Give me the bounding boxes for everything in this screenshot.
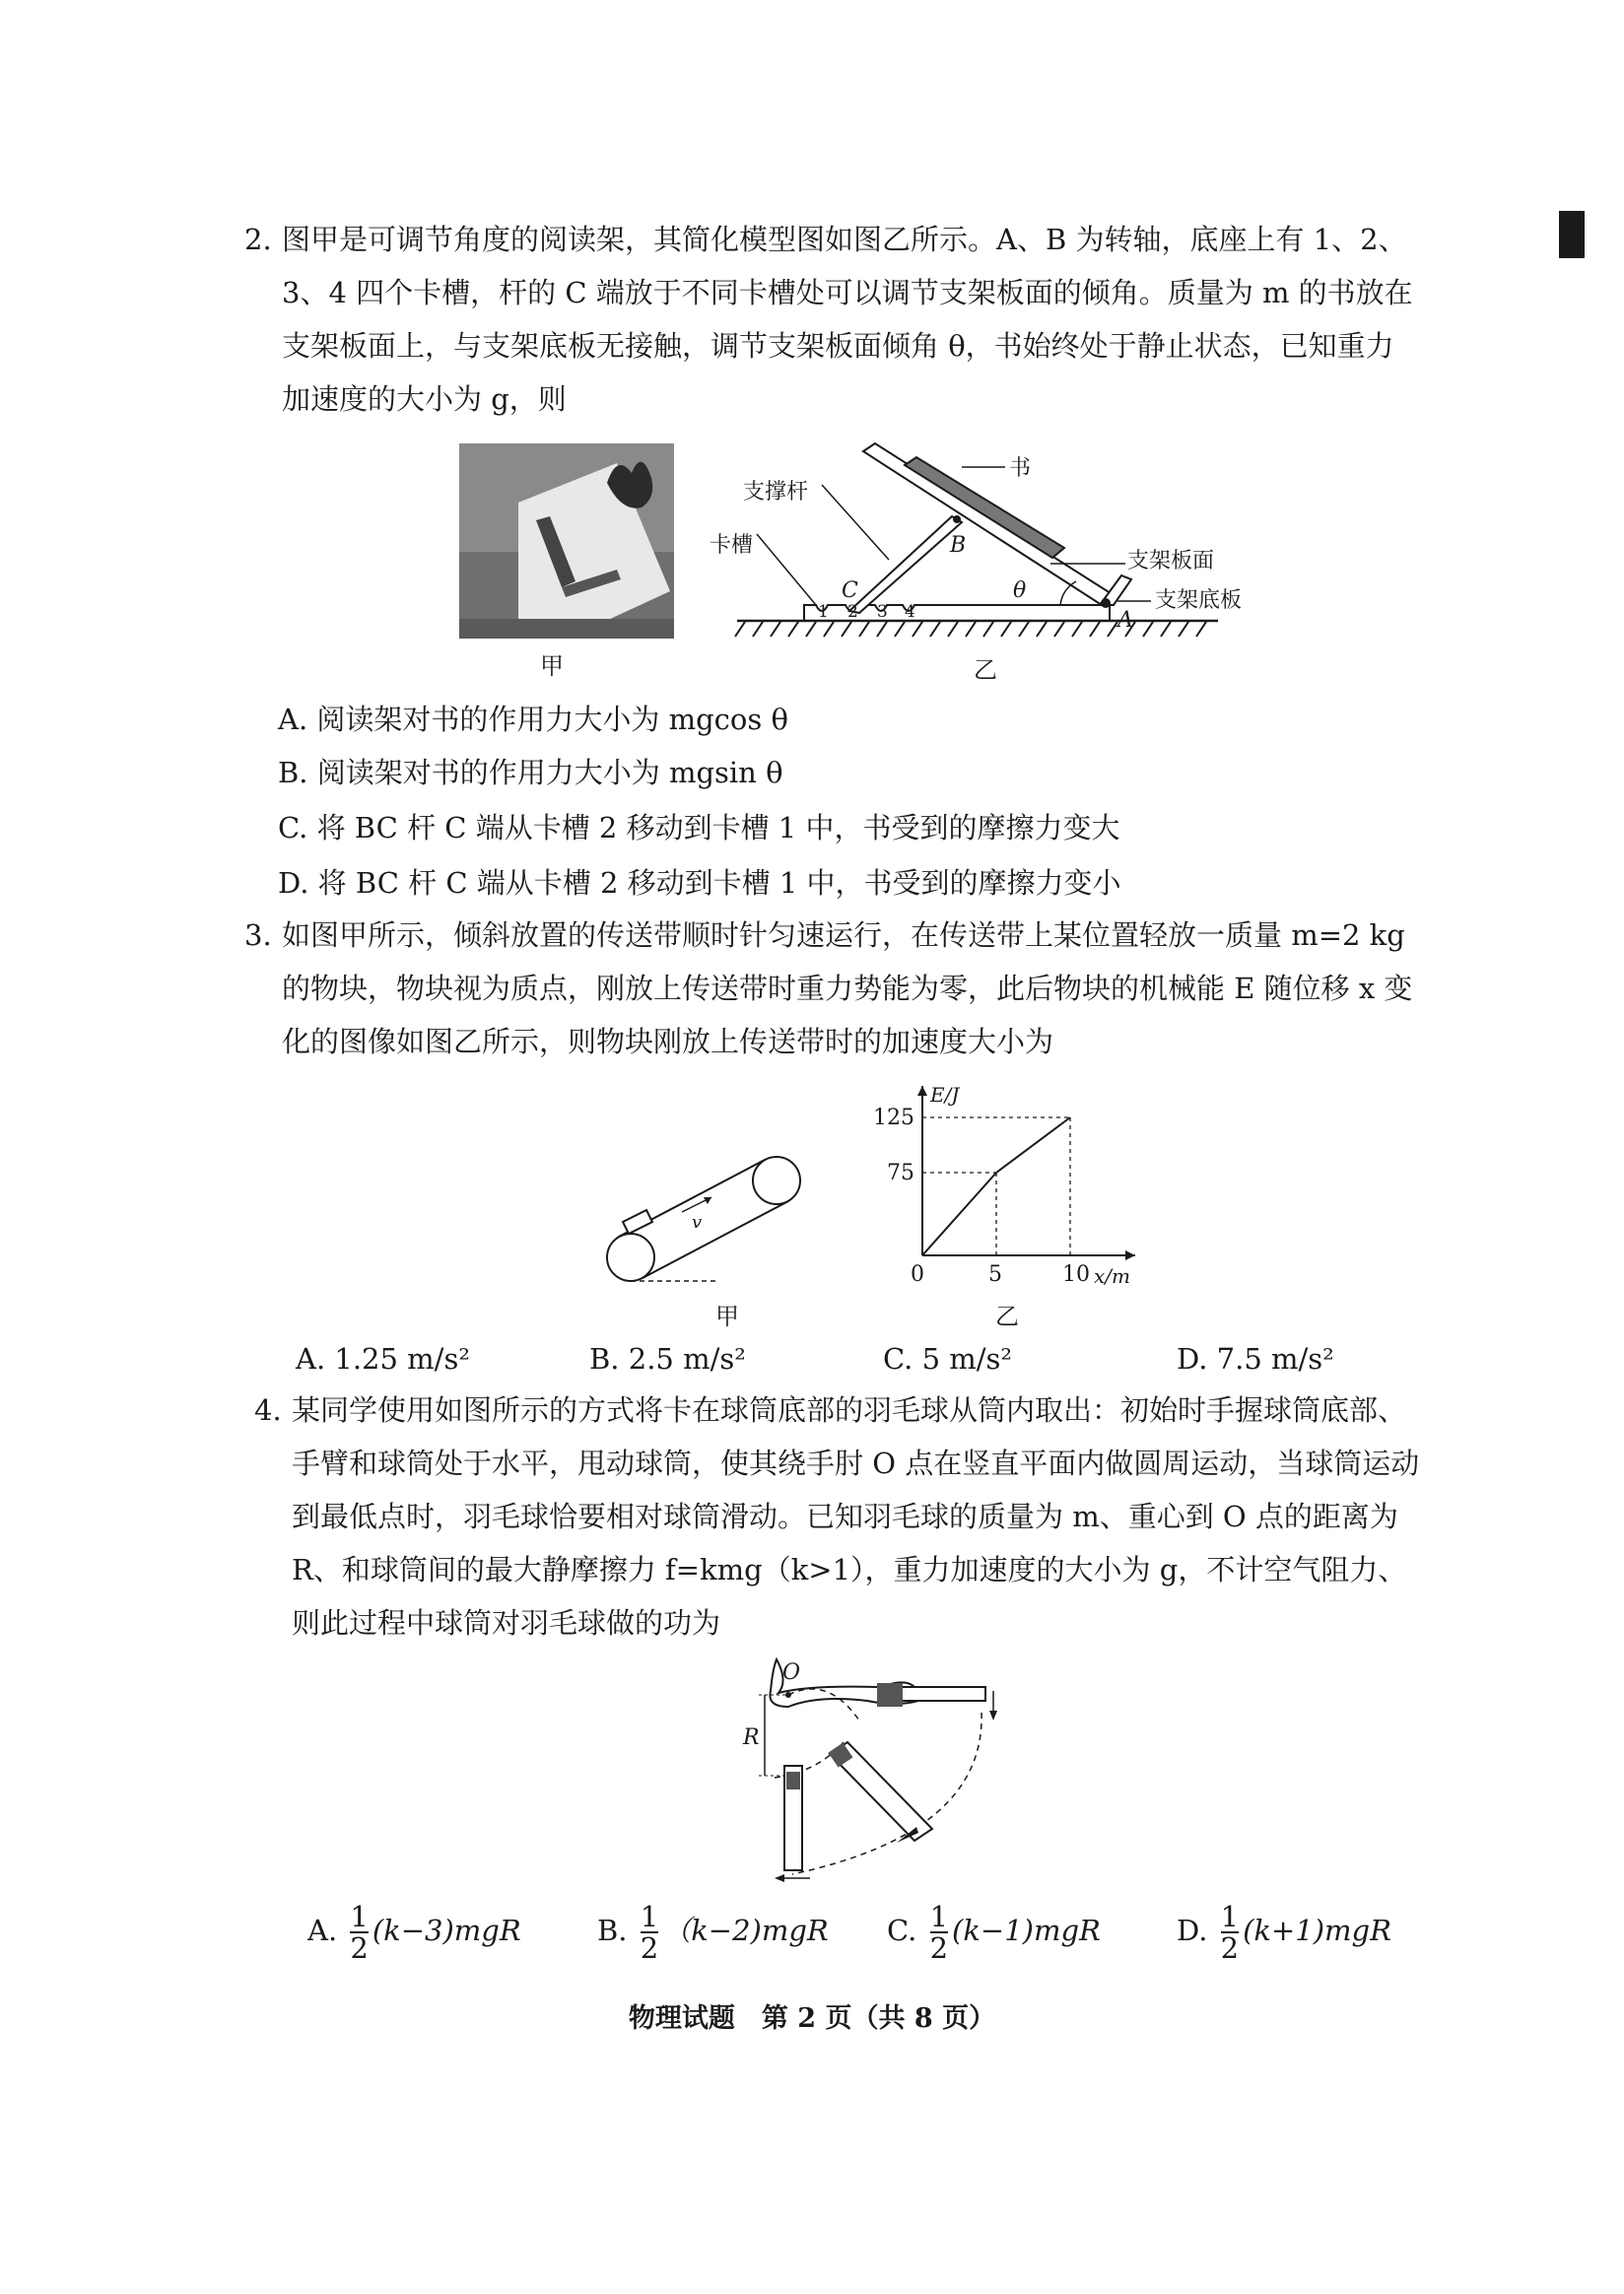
question-text-line: 加速度的大小为 g，则 [282,382,567,416]
label-velocity: v [692,1212,703,1233]
option-b [597,1902,829,1963]
option-a: A. 1.25 m/s² [296,1342,470,1376]
label-B: B [950,533,967,558]
label-slot-1: 1 [818,602,829,622]
option-letter: C. [887,1914,917,1947]
series-segment [922,1173,996,1255]
label-slot-3: 3 [877,602,888,622]
figure-conveyor-belt [601,1153,808,1291]
option-d: D. 7.5 m/s² [1177,1342,1334,1376]
denominator: 2 [640,1931,659,1965]
numerator: 1 [1220,1900,1240,1933]
fraction [930,1902,948,1963]
option-c: C. 将 BC 杆 C 端从卡槽 2 移动到卡槽 1 中，书受到的摩擦力变大 [278,811,1120,844]
numerator: 1 [640,1900,659,1933]
option-expression: (k+1)mgR [1243,1914,1391,1947]
option-letter: A. [307,1914,338,1947]
label-theta: θ [1013,578,1027,603]
figure-tube-rotation [743,1655,1005,1892]
question-text-line: 3、4 四个卡槽，杆的 C 端放于不同卡槽处可以调节支架板面的倾角。质量为 m 的书放在 [282,276,1413,309]
series-segment [996,1117,1070,1173]
option-d: D. 将 BC 杆 C 端从卡槽 2 移动到卡槽 1 中，书受到的摩擦力变小 [278,866,1121,900]
option-b: B. 阅读架对书的作用力大小为 mgsin θ [278,756,783,789]
fraction [641,1902,658,1963]
option-d [1177,1902,1391,1963]
question-text-line: 手臂和球筒处于水平，甩动球筒，使其绕手肘 O 点在竖直平面内做圆周运动，当球筒运动 [292,1447,1420,1480]
option-expression: (k−3)mgR [372,1914,521,1947]
label-rod: 支撑杆 [743,480,809,505]
question-text-line: 如图甲所示，倾斜放置的传送带顺时针匀速运行，在传送带上某位置轻放一质量 m=2 kg [282,918,1405,952]
question-3 [244,909,1466,1068]
question-4 [254,1383,1476,1650]
y-tick-label: 125 [873,1106,914,1130]
figure-caption: 甲 [715,1303,739,1330]
edge-marker [1559,211,1585,258]
figure-stand-diagram [706,443,1257,650]
label-book: 书 [1009,456,1032,481]
figure-caption: 甲 [540,652,564,680]
option-expression: (k−1)mgR [952,1914,1101,1947]
figure-caption: 乙 [995,1303,1019,1330]
option-expression: （k−2)mgR [662,1914,829,1947]
chart-energy-displacement [867,1080,1163,1297]
fraction [1221,1902,1239,1963]
label-slot: 卡槽 [710,533,754,558]
option-b: B. 2.5 m/s² [589,1342,746,1376]
label-C: C [842,578,858,603]
numerator: 1 [929,1900,949,1933]
question-text-line: 支架板面上，与支架底板无接触，调节支架板面倾角 θ，书始终处于静止状态，已知重力 [282,329,1394,363]
x-axis-arrow [1125,1250,1135,1260]
option-letter: D. [1177,1914,1208,1947]
question-text-line: 的物块，物块视为质点，刚放上传送带时重力势能为零，此后物块的机械能 E 随位移 x 变 [282,972,1413,1005]
label-O: O [782,1660,801,1685]
denominator: 2 [350,1931,369,1965]
option-a: A. 阅读架对书的作用力大小为 mgcos θ [278,703,788,736]
question-2 [244,213,1466,426]
question-text-line: 图甲是可调节角度的阅读架，其简化模型图如图乙所示。A、B 为转轴，底座上有 1、2、 [282,223,1407,256]
figure-reading-stand-photo [459,443,674,639]
fraction [350,1902,368,1963]
label-base: 支架底板 [1155,588,1243,613]
denominator: 2 [1220,1931,1240,1965]
option-c [887,1902,1101,1963]
question-number: 3. [244,918,272,952]
x-axis-label: x/m [1094,1264,1130,1288]
figure-caption: 乙 [974,656,997,684]
question-text-line: 化的图像如图乙所示，则物块刚放上传送带时的加速度大小为 [282,1025,1054,1058]
question-number: 2. [244,223,272,256]
question-text-line: 到最低点时，羽毛球恰要相对球筒滑动。已知羽毛球的质量为 m、重心到 O 点的距离为 [292,1500,1398,1533]
label-R: R [743,1725,760,1750]
option-letter: B. [597,1914,628,1947]
option-a [307,1902,521,1963]
x-tick-label: 0 [911,1262,924,1287]
y-tick-label: 75 [887,1161,914,1185]
question-number: 4. [254,1393,282,1427]
label-slot-4: 4 [905,602,915,622]
option-c: C. 5 m/s² [883,1342,1013,1376]
x-tick-label: 5 [988,1262,1002,1287]
y-axis-label: E/J [930,1083,960,1107]
x-tick-label: 10 [1062,1262,1090,1287]
question-text-line: 则此过程中球筒对羽毛球做的功为 [292,1606,721,1640]
page-footer: 物理试题 第 2 页（共 8 页） [628,2003,996,2034]
label-board: 支架板面 [1127,549,1215,574]
numerator: 1 [350,1900,369,1933]
denominator: 2 [929,1931,949,1965]
question-text-line: R、和球筒间的最大静摩擦力 f=kmg（k>1），重力加速度的大小为 g，不计空气阻力、 [292,1553,1407,1586]
label-slot-2: 2 [847,602,858,622]
question-text-line: 某同学使用如图所示的方式将卡在球筒底部的羽毛球从筒内取出：初始时手握球筒底部、 [292,1393,1407,1427]
label-A: A [1117,608,1133,633]
y-axis-arrow [917,1086,927,1096]
